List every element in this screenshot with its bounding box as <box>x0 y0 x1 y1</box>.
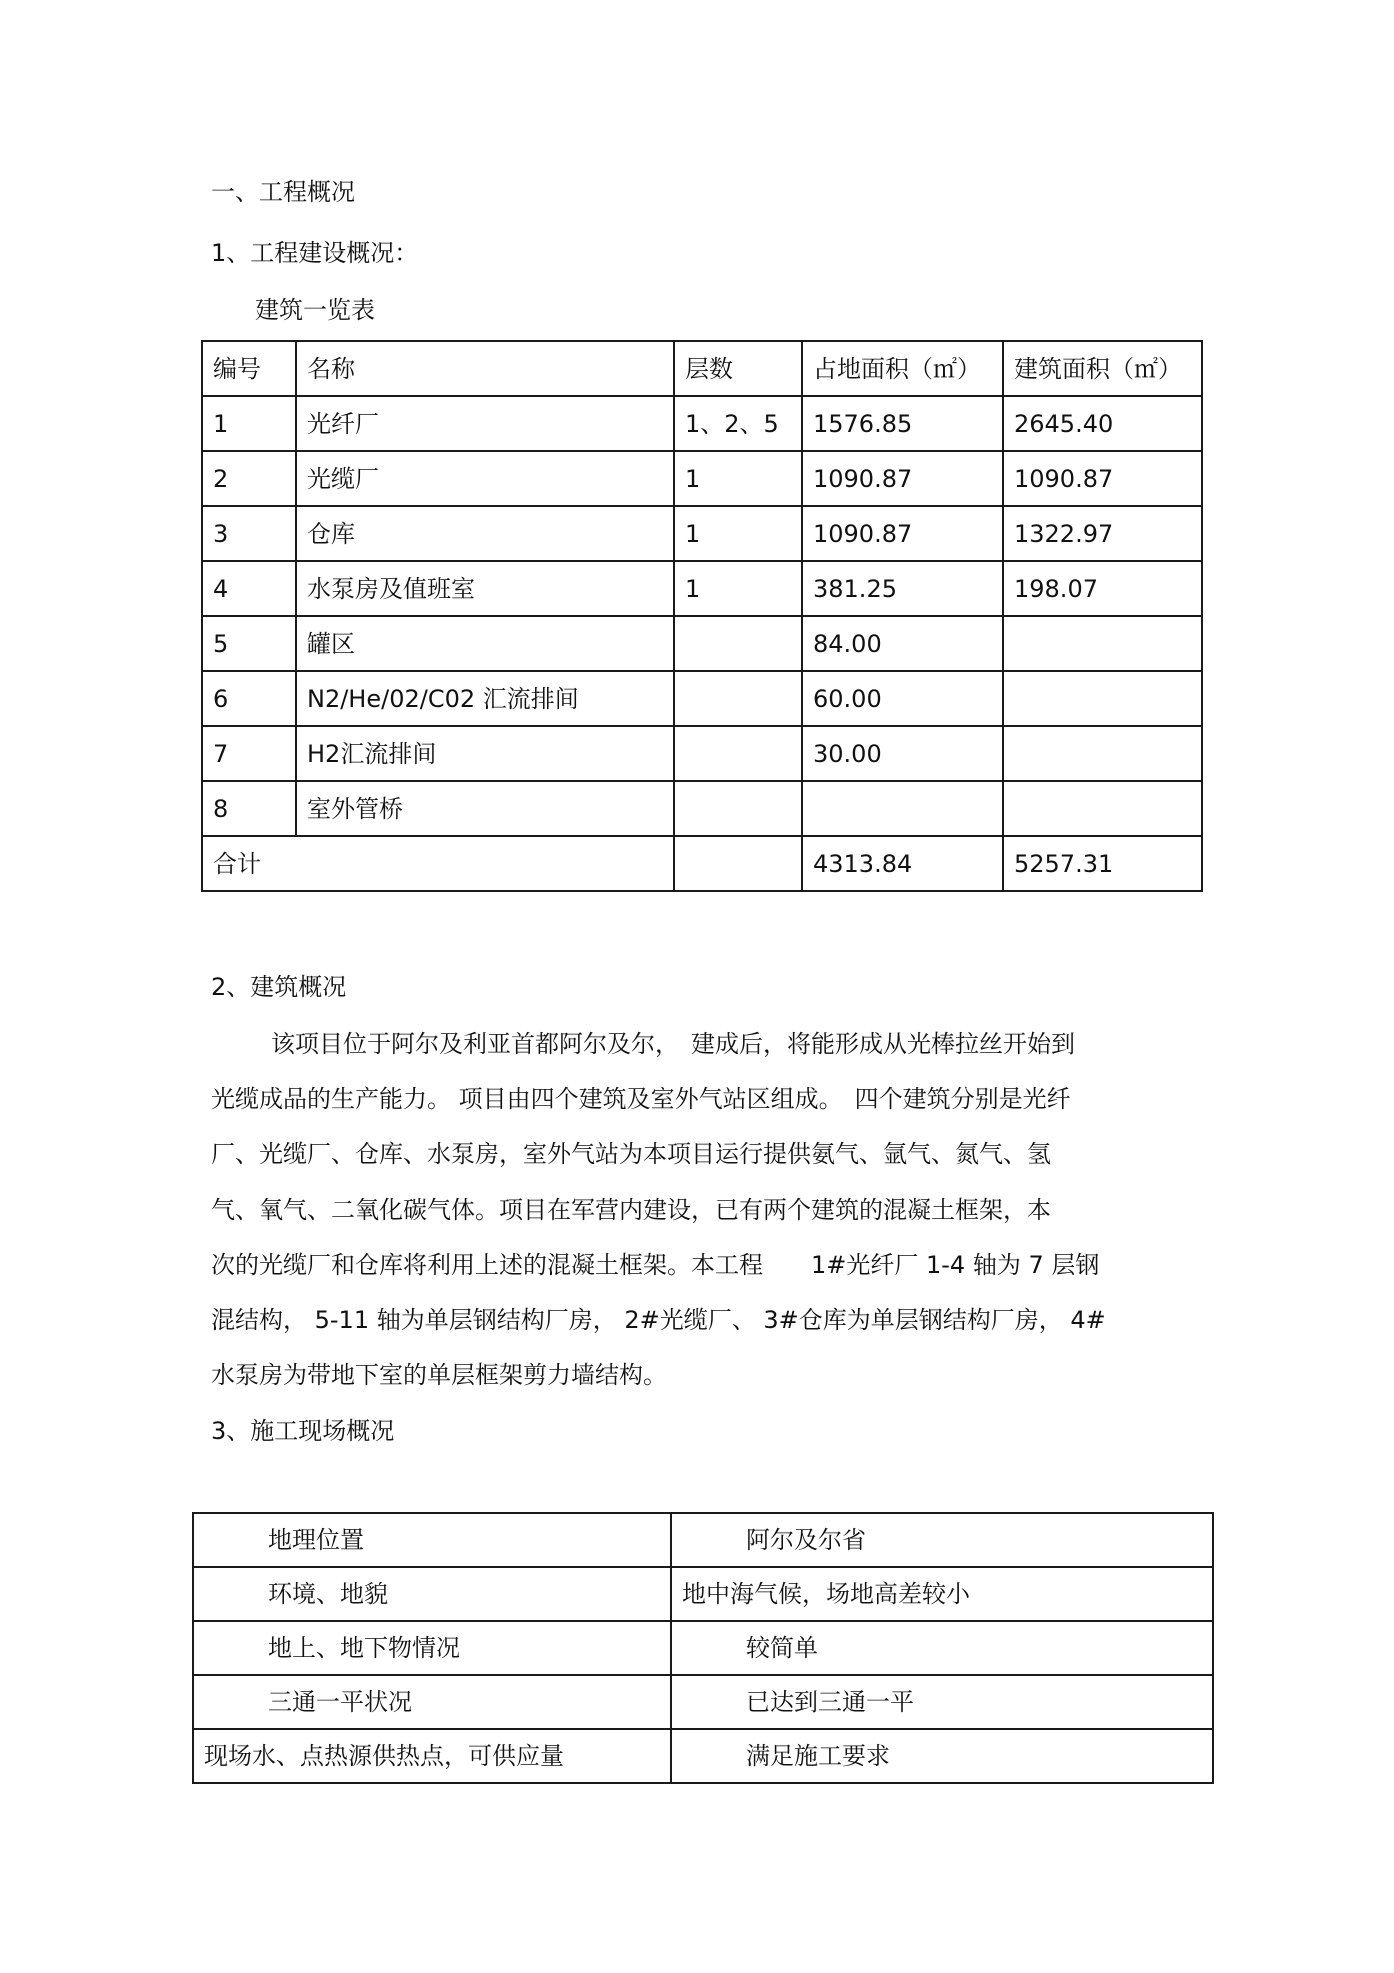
table-row <box>193 1675 1213 1729</box>
table-row <box>202 671 1202 726</box>
cell-building-area: 1090.87 <box>1003 451 1202 506</box>
site-item: 地上、地下物情况 <box>193 1621 671 1675</box>
paragraph-line: 光缆成品的生产能力。 项目由四个建筑及室外气站区组成。 四个建筑分别是光纤 <box>211 1085 1071 1113</box>
table-row <box>202 396 1202 451</box>
table-row <box>202 506 1202 561</box>
cell-number: 8 <box>202 781 296 836</box>
cell-name: 光纤厂 <box>296 396 674 451</box>
paragraph-line: 气、氧气、二氧化碳气体。项目在军营内建设，已有两个建筑的混凝土框架，本 <box>211 1196 1051 1224</box>
total-floors <box>674 836 802 891</box>
cell-number: 7 <box>202 726 296 781</box>
cell-building-area: 2645.40 <box>1003 396 1202 451</box>
section-2-title: 2、建筑概况 <box>211 973 347 1001</box>
site-value: 阿尔及尔省 <box>671 1513 1213 1567</box>
header-cell: 层数 <box>674 341 802 396</box>
site-conditions-table <box>192 1512 1214 1784</box>
paragraph-line: 次的光缆厂和仓库将利用上述的混凝土框架。本工程 1#光纤厂 1-4 轴为 7 层钢 <box>211 1251 1100 1279</box>
header-cell: 名称 <box>296 341 674 396</box>
section-3-title: 3、施工现场概况 <box>211 1417 395 1445</box>
table-row <box>202 726 1202 781</box>
main-heading: 一、工程概况 <box>211 178 355 206</box>
site-item: 地理位置 <box>193 1513 671 1567</box>
site-value: 满足施工要求 <box>671 1729 1213 1783</box>
cell-name: 光缆厂 <box>296 451 674 506</box>
table-row <box>202 781 1202 836</box>
header-cell: 编号 <box>202 341 296 396</box>
site-item: 环境、地貌 <box>193 1567 671 1621</box>
cell-building-area <box>1003 781 1202 836</box>
cell-land-area: 1090.87 <box>802 506 1003 561</box>
cell-land-area: 84.00 <box>802 616 1003 671</box>
cell-floors: 1 <box>674 506 802 561</box>
cell-floors: 1 <box>674 561 802 616</box>
cell-number: 1 <box>202 396 296 451</box>
cell-number: 6 <box>202 671 296 726</box>
site-value: 较简单 <box>671 1621 1213 1675</box>
cell-building-area <box>1003 726 1202 781</box>
cell-land-area: 381.25 <box>802 561 1003 616</box>
cell-name: 仓库 <box>296 506 674 561</box>
section-1-title: 1、工程建设概况： <box>211 239 419 267</box>
table-caption: 建筑一览表 <box>255 296 375 324</box>
site-item: 三通一平状况 <box>193 1675 671 1729</box>
cell-building-area: 198.07 <box>1003 561 1202 616</box>
table-row <box>193 1621 1213 1675</box>
cell-land-area: 1576.85 <box>802 396 1003 451</box>
table-total-row <box>202 836 1202 891</box>
paragraph-line: 水泵房为带地下室的单层框架剪力墙结构。 <box>211 1361 667 1389</box>
table-row <box>193 1513 1213 1567</box>
total-land-area: 4313.84 <box>802 836 1003 891</box>
site-value: 已达到三通一平 <box>671 1675 1213 1729</box>
cell-floors <box>674 616 802 671</box>
cell-number: 4 <box>202 561 296 616</box>
cell-name: H2汇流排间 <box>296 726 674 781</box>
total-building-area: 5257.31 <box>1003 836 1202 891</box>
header-cell: 建筑面积（㎡） <box>1003 341 1202 396</box>
table-header-row <box>202 341 1202 396</box>
paragraph-line: 厂、光缆厂、仓库、水泵房，室外气站为本项目运行提供氨气、氩气、氮气、氢 <box>211 1140 1051 1168</box>
cell-name: 室外管桥 <box>296 781 674 836</box>
cell-name: N2/He/02/C02 汇流排间 <box>296 671 674 726</box>
paragraph-line: 混结构， 5-11 轴为单层钢结构厂房， 2#光缆厂、 3#仓库为单层钢结构厂房， 4# <box>211 1306 1106 1334</box>
cell-number: 5 <box>202 616 296 671</box>
cell-name: 罐区 <box>296 616 674 671</box>
cell-building-area <box>1003 616 1202 671</box>
building-table <box>201 340 1203 892</box>
paragraph-line: 该项目位于阿尔及利亚首都阿尔及尔， 建成后，将能形成从光棒拉丝开始到 <box>271 1030 1075 1058</box>
cell-land-area: 30.00 <box>802 726 1003 781</box>
table-row <box>193 1729 1213 1783</box>
cell-land-area: 60.00 <box>802 671 1003 726</box>
cell-floors <box>674 781 802 836</box>
table-row <box>202 616 1202 671</box>
site-value: 地中海气候，场地高差较小 <box>671 1567 1213 1621</box>
header-cell: 占地面积（㎡） <box>802 341 1003 396</box>
cell-building-area: 1322.97 <box>1003 506 1202 561</box>
table-row <box>202 451 1202 506</box>
cell-name: 水泵房及值班室 <box>296 561 674 616</box>
cell-building-area <box>1003 671 1202 726</box>
cell-number: 2 <box>202 451 296 506</box>
cell-number: 3 <box>202 506 296 561</box>
table-row <box>193 1567 1213 1621</box>
total-label: 合计 <box>202 836 674 891</box>
cell-floors: 1 <box>674 451 802 506</box>
cell-floors <box>674 726 802 781</box>
cell-land-area: 1090.87 <box>802 451 1003 506</box>
cell-land-area <box>802 781 1003 836</box>
cell-floors <box>674 671 802 726</box>
cell-floors: 1、2、5 <box>674 396 802 451</box>
site-item: 现场水、点热源供热点，可供应量 <box>193 1729 671 1783</box>
table-row <box>202 561 1202 616</box>
